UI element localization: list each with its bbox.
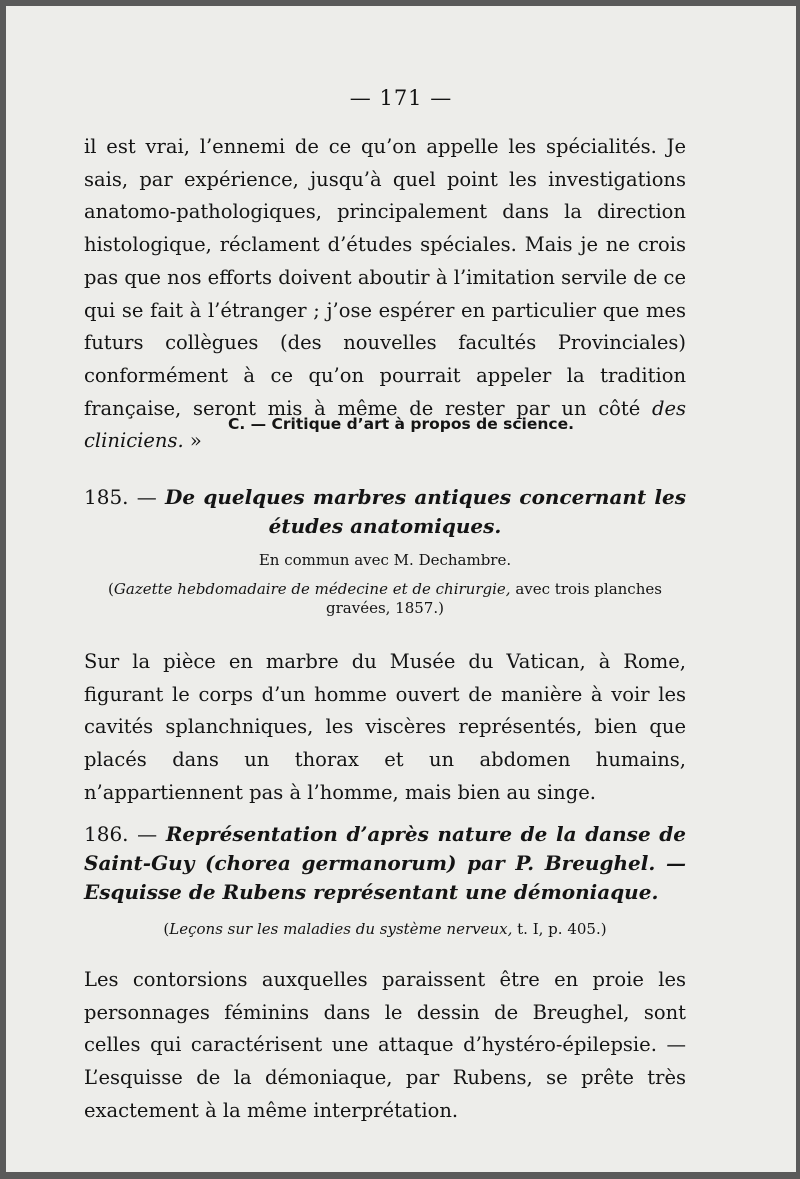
entry-185-source [84,580,686,618]
entry-186-dash: — [137,822,158,846]
entry-185-collaboration: En commun avec M. Dechambre. [258,551,512,569]
document-page [6,6,796,1172]
entry-186-source [84,920,686,939]
entry-186-title [84,820,686,907]
entry-185-title [84,483,686,541]
entry-186-number: 186. [84,822,129,846]
entry-185-source-journal: Gazette hebdomadaire de médecine et de chirurgie, [113,580,511,598]
entry-185-paragraph: Sur la pièce en marbre du Musée du Vatican, à Rome, figurant le corps d’un homme ouvert de manière à voir les cavités splanchniques, les viscères représentés, bien que placés dans un thorax et un abdomen humains, n’appartiennent pas à l’homme, mais bien au singe. [84,650,686,804]
page-number: — 171 — [349,86,453,110]
entry-185-source-open: ( [108,580,114,598]
entry-186-source-detail: t. I, p. 405.) [517,920,607,938]
intro-paragraph-text: il est vrai, l’ennemi de ce qu’on appelle les spécialités. Je sais, par expérience, jusqu’à quel point les investigations anatomo-pathologiques, principalement dans la direction histologique, réclament d’études spéciales. Mais je ne crois pas que nos efforts doivent aboutir à l’imitation servile de ce qui se fait à l’étranger ; j’ose espérer en particulier que mes futurs collègues (des nouvelles facultés Provinciales) conformément à ce qu’on pourrait appeler la tradition française, seront mis à même de rester par un côté [84,135,686,420]
entry-186-paragraph: Les contorsions auxquelles paraissent être en proie les personnages féminins dans le dessin de Breughel, sont celles qui caractérisent une attaque d’hystéro-épilepsie. — L’esquisse de la démoniaque, par Rubens, se prête très exactement à la même interprétation. [84,968,686,1122]
entry-185-number: 185. [84,485,129,509]
intro-paragraph-emphasis: des cliniciens. [84,396,687,453]
entry-186-source-journal: Leçons sur les maladies du système nerveux, [169,920,513,938]
entry-185-dash: — [136,485,157,509]
intro-paragraph-closing: » [189,429,202,453]
intro-paragraph [84,131,686,458]
entry-186-source-open: ( [163,920,170,938]
entry-185-title-text: De quelques marbres antiques concernant les études anatomiques. [165,485,687,538]
section-heading: C. — Critique d’art à propos de science. [227,415,575,433]
entry-186-title-text: Représentation d’après nature de la danse de Saint-Guy (chorea germanorum) par P. Breughel. — Esquisse de Rubens représentant une démoniaque. [84,822,687,904]
entry-185-source-detail: avec trois planches gravées, 1857.) [326,580,662,617]
